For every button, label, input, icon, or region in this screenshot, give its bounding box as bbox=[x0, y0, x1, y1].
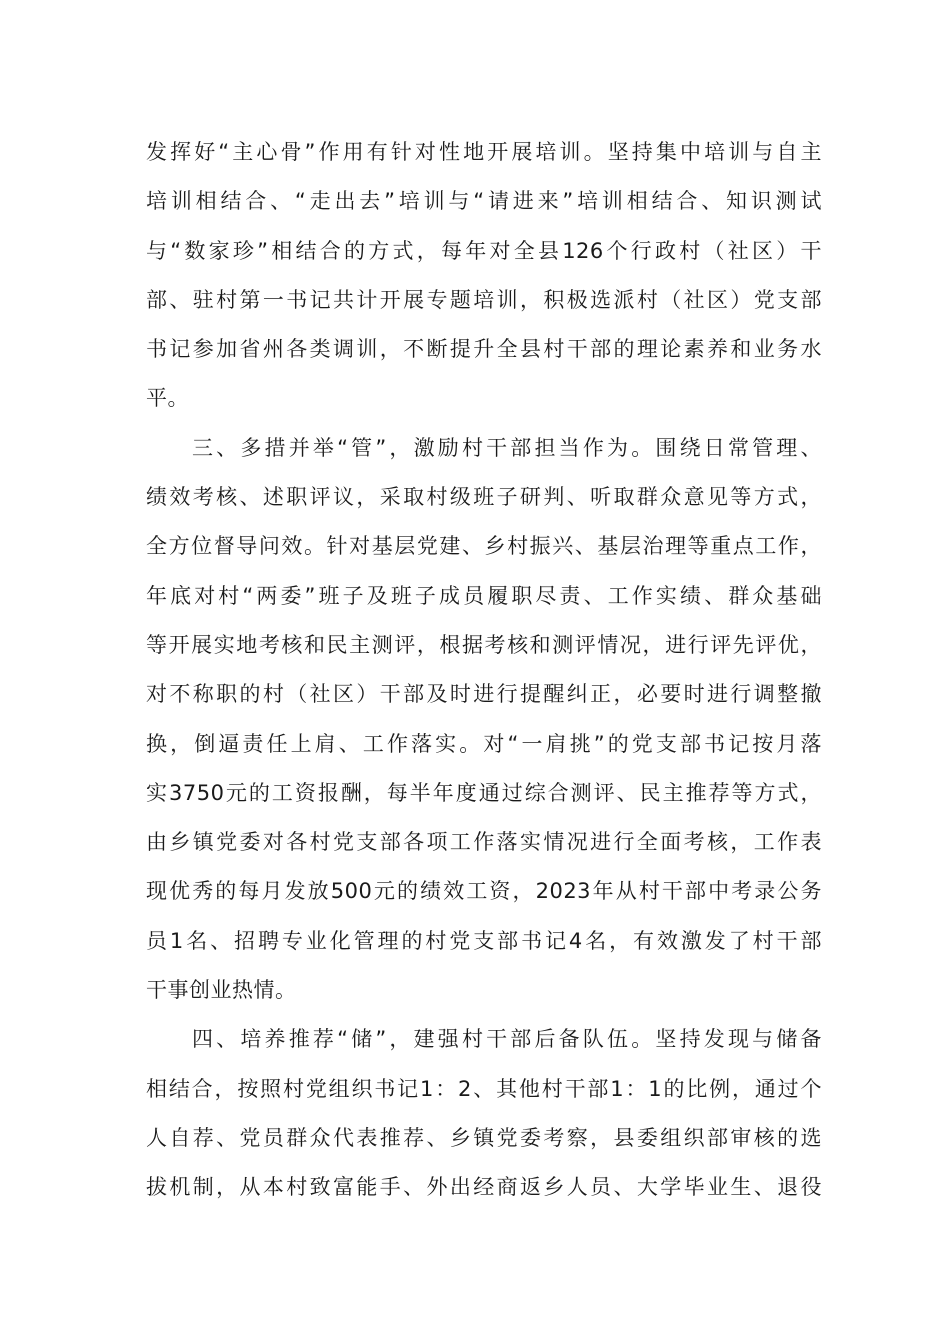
text-line: 与“数家珍”相结合的方式，每年对全县126个行政村（社区）干 bbox=[146, 238, 822, 263]
text-line: 换，倒逼责任上肩、工作落实。对“一肩挑”的党支部书记按月落 bbox=[146, 731, 822, 756]
text-line: 发挥好“主心骨”作用有针对性地开展培训。坚持集中培训与自主 bbox=[146, 140, 822, 164]
text-line: 年底对村“两委”班子及班子成员履职尽责、工作实绩、群众基础 bbox=[146, 583, 822, 608]
text-line: 相结合，按照村党组织书记1：2、其他村干部1：1的比例，通过个 bbox=[146, 1076, 822, 1101]
text-line: 由乡镇党委对各村党支部各项工作落实情况进行全面考核，工作表 bbox=[146, 830, 822, 855]
section-heading-line: 四、培养推荐“储”，建强村干部后备队伍。坚持发现与储备 bbox=[192, 1027, 822, 1052]
text-line: 人自荐、党员群众代表推荐、乡镇党委考察，县委组织部审核的选 bbox=[146, 1125, 822, 1150]
text-line: 实3750元的工资报酬，每半年度通过综合测评、民主推荐等方式， bbox=[146, 780, 822, 805]
text-line: 书记参加省州各类调训，不断提升全县村干部的理论素养和业务水 bbox=[146, 337, 822, 362]
text-line: 部、驻村第一书记共计开展专题培训，积极选派村（社区）党支部 bbox=[146, 287, 822, 312]
body-text bbox=[146, 128, 822, 1213]
text-line: 平。 bbox=[146, 386, 189, 411]
text-line: 等开展实地考核和民主测评，根据考核和测评情况，进行评先评优， bbox=[146, 632, 822, 657]
section-heading-line: 三、多措并举“管”，激励村干部担当作为。围绕日常管理、 bbox=[192, 435, 822, 460]
text-line: 全方位督导问效。针对基层党建、乡村振兴、基层治理等重点工作， bbox=[146, 534, 822, 559]
text-line: 员1名、招聘专业化管理的村党支部书记4名，有效激发了村干部 bbox=[146, 928, 822, 953]
text-line: 对不称职的村（社区）干部及时进行提醒纠正，必要时进行调整撤 bbox=[146, 682, 822, 707]
text-line: 绩效考核、述职评议，采取村级班子研判、听取群众意见等方式， bbox=[146, 485, 822, 510]
text-line: 现优秀的每月发放500元的绩效工资，2023年从村干部中考录公务 bbox=[146, 879, 822, 904]
text-line: 培训相结合、“走出去”培训与“请进来”培训相结合、知识测试 bbox=[146, 189, 822, 214]
text-line: 干事创业热情。 bbox=[146, 978, 297, 1003]
text-line: 拔机制，从本村致富能手、外出经商返乡人员、大学毕业生、退役 bbox=[146, 1175, 822, 1200]
